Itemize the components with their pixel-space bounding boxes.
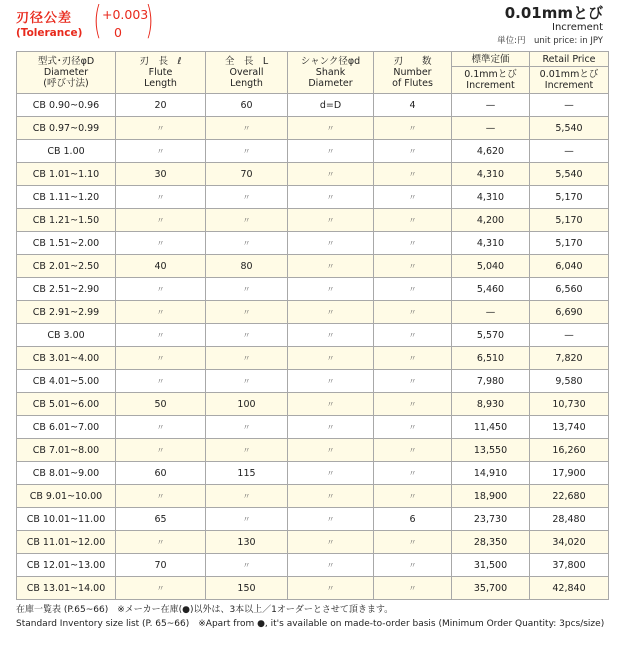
table-row bbox=[17, 462, 609, 485]
table-row bbox=[17, 531, 609, 554]
cell-diameter: CB 1.11~1.20 bbox=[17, 186, 116, 209]
cell-number-of-flutes: 〃 bbox=[374, 347, 452, 370]
cell-overall-length: 〃 bbox=[206, 140, 288, 163]
cell-shank-diameter: 〃 bbox=[288, 416, 374, 439]
cell-number-of-flutes: 〃 bbox=[374, 186, 452, 209]
tolerance-paren-right: ) bbox=[145, 0, 154, 42]
cell-diameter: CB 0.90~0.96 bbox=[17, 94, 116, 117]
cell-price-0-01mm: 6,690 bbox=[530, 301, 609, 324]
header-overall-length-en2: Length bbox=[230, 78, 263, 89]
table-body bbox=[17, 94, 609, 600]
cell-diameter: CB 9.01~10.00 bbox=[17, 485, 116, 508]
cell-number-of-flutes: 〃 bbox=[374, 278, 452, 301]
cell-flute-length: 50 bbox=[116, 393, 206, 416]
tolerance-upper: +0.003 bbox=[102, 7, 149, 22]
cell-number-of-flutes: 〃 bbox=[374, 163, 452, 186]
table-row bbox=[17, 140, 609, 163]
header-price-0-1mm-en: Increment bbox=[466, 80, 515, 91]
cell-flute-length: 〃 bbox=[116, 370, 206, 393]
table-row bbox=[17, 255, 609, 278]
cell-price-0-01mm: — bbox=[530, 324, 609, 347]
cell-price-0-1mm: 8,930 bbox=[452, 393, 530, 416]
cell-shank-diameter: 〃 bbox=[288, 577, 374, 600]
header-diameter-note: (呼び寸法) bbox=[43, 78, 89, 89]
cell-diameter: CB 8.01~9.00 bbox=[17, 462, 116, 485]
cell-diameter: CB 1.21~1.50 bbox=[17, 209, 116, 232]
cell-price-0-01mm: 5,540 bbox=[530, 163, 609, 186]
cell-shank-diameter: 〃 bbox=[288, 462, 374, 485]
cell-overall-length: 115 bbox=[206, 462, 288, 485]
table-row bbox=[17, 485, 609, 508]
cell-flute-length: 20 bbox=[116, 94, 206, 117]
cell-price-0-01mm: 42,840 bbox=[530, 577, 609, 600]
cell-diameter: CB 11.01~12.00 bbox=[17, 531, 116, 554]
footnote-en: Standard Inventory size list (P. 65~66) ※Apart from ●, it's available on made-to-order basis (Minimum Order Quantity: 3pcs/size) bbox=[16, 619, 605, 629]
table-row bbox=[17, 554, 609, 577]
cell-price-0-01mm: 7,820 bbox=[530, 347, 609, 370]
cell-overall-length: 130 bbox=[206, 531, 288, 554]
cell-number-of-flutes: 〃 bbox=[374, 117, 452, 140]
cell-number-of-flutes: 〃 bbox=[374, 140, 452, 163]
cell-price-0-01mm: 17,900 bbox=[530, 462, 609, 485]
cell-flute-length: 70 bbox=[116, 554, 206, 577]
cell-overall-length: 〃 bbox=[206, 301, 288, 324]
cell-overall-length: 70 bbox=[206, 163, 288, 186]
cell-flute-length: 〃 bbox=[116, 278, 206, 301]
header-overall-length bbox=[206, 52, 288, 94]
cell-flute-length: 〃 bbox=[116, 117, 206, 140]
header-flute-length-en2: Length bbox=[144, 78, 177, 89]
cell-overall-length: 〃 bbox=[206, 554, 288, 577]
cell-number-of-flutes: 〃 bbox=[374, 577, 452, 600]
cell-diameter: CB 6.01~7.00 bbox=[17, 416, 116, 439]
cell-overall-length: 〃 bbox=[206, 439, 288, 462]
cell-shank-diameter: d=D bbox=[288, 94, 374, 117]
cell-number-of-flutes: 〃 bbox=[374, 255, 452, 278]
cell-diameter: CB 1.01~1.10 bbox=[17, 163, 116, 186]
cell-diameter: CB 0.97~0.99 bbox=[17, 117, 116, 140]
cell-diameter: CB 10.01~11.00 bbox=[17, 508, 116, 531]
cell-shank-diameter: 〃 bbox=[288, 232, 374, 255]
cell-diameter: CB 2.91~2.99 bbox=[17, 301, 116, 324]
cell-price-0-1mm: 5,570 bbox=[452, 324, 530, 347]
footnote-jp: 在庫一覧表 (P.65~66) ※メーカー在庫(●)以外は、3本以上／1オーダーとさせて頂きます。 bbox=[16, 605, 394, 615]
cell-price-0-1mm: 5,040 bbox=[452, 255, 530, 278]
cell-price-0-1mm: 7,980 bbox=[452, 370, 530, 393]
header-overall-length-en1: Overall bbox=[229, 67, 264, 78]
cell-diameter: CB 12.01~13.00 bbox=[17, 554, 116, 577]
cell-overall-length: 〃 bbox=[206, 232, 288, 255]
cell-price-0-01mm: 37,800 bbox=[530, 554, 609, 577]
cell-diameter: CB 3.01~4.00 bbox=[17, 347, 116, 370]
cell-price-0-1mm: 31,500 bbox=[452, 554, 530, 577]
table-row bbox=[17, 577, 609, 600]
table-row bbox=[17, 163, 609, 186]
cell-flute-length: 〃 bbox=[116, 416, 206, 439]
tolerance-subtitle: (Tolerance) bbox=[16, 27, 83, 39]
table-row bbox=[17, 186, 609, 209]
tolerance-lower: 0 bbox=[114, 25, 122, 40]
cell-flute-length: 40 bbox=[116, 255, 206, 278]
cell-number-of-flutes: 〃 bbox=[374, 416, 452, 439]
cell-shank-diameter: 〃 bbox=[288, 370, 374, 393]
cell-number-of-flutes: 〃 bbox=[374, 209, 452, 232]
cell-diameter: CB 13.01~14.00 bbox=[17, 577, 116, 600]
header-retail-price: Retail Price bbox=[530, 52, 609, 67]
cell-diameter: CB 2.01~2.50 bbox=[17, 255, 116, 278]
increment-title: 0.01mmとび bbox=[504, 4, 603, 22]
table-header bbox=[17, 52, 609, 94]
cell-flute-length: 〃 bbox=[116, 485, 206, 508]
table-row bbox=[17, 117, 609, 140]
cell-number-of-flutes: 〃 bbox=[374, 301, 452, 324]
cell-diameter: CB 4.01~5.00 bbox=[17, 370, 116, 393]
cell-diameter: CB 2.51~2.90 bbox=[17, 278, 116, 301]
header-number-of-flutes-jp: 刃 数 bbox=[393, 56, 432, 67]
header-number-of-flutes-en1: Number bbox=[393, 67, 432, 78]
header-flute-length-en1: Flute bbox=[148, 67, 173, 78]
cell-overall-length: 〃 bbox=[206, 324, 288, 347]
cell-shank-diameter: 〃 bbox=[288, 163, 374, 186]
cell-price-0-01mm: 5,170 bbox=[530, 232, 609, 255]
cell-price-0-01mm: 5,170 bbox=[530, 186, 609, 209]
table-row bbox=[17, 370, 609, 393]
header-price-0-01mm-en: Increment bbox=[544, 80, 594, 91]
cell-number-of-flutes: 4 bbox=[374, 94, 452, 117]
cell-flute-length: 〃 bbox=[116, 347, 206, 370]
table-row bbox=[17, 232, 609, 255]
cell-overall-length: 〃 bbox=[206, 416, 288, 439]
cell-overall-length: 〃 bbox=[206, 209, 288, 232]
cell-price-0-1mm: 23,730 bbox=[452, 508, 530, 531]
header-shank-diameter-jp: シャンク径φd bbox=[300, 56, 361, 67]
cell-shank-diameter: 〃 bbox=[288, 117, 374, 140]
cell-overall-length: 80 bbox=[206, 255, 288, 278]
cell-flute-length: 〃 bbox=[116, 209, 206, 232]
cell-number-of-flutes: 6 bbox=[374, 508, 452, 531]
header-price-0-1mm-jp: 0.1mmとび bbox=[464, 69, 517, 80]
cell-flute-length: 〃 bbox=[116, 324, 206, 347]
cell-number-of-flutes: 〃 bbox=[374, 554, 452, 577]
cell-price-0-01mm: 5,170 bbox=[530, 209, 609, 232]
header-flute-length-jp: 刃 長 ℓ bbox=[139, 56, 182, 67]
cell-shank-diameter: 〃 bbox=[288, 485, 374, 508]
cell-price-0-1mm: 4,310 bbox=[452, 232, 530, 255]
cell-overall-length: 〃 bbox=[206, 485, 288, 508]
cell-shank-diameter: 〃 bbox=[288, 439, 374, 462]
header-price-0-01mm bbox=[530, 67, 609, 94]
header-diameter bbox=[17, 52, 116, 94]
cell-price-0-01mm: 22,680 bbox=[530, 485, 609, 508]
table-row bbox=[17, 416, 609, 439]
cell-diameter: CB 5.01~6.00 bbox=[17, 393, 116, 416]
table-row bbox=[17, 439, 609, 462]
cell-number-of-flutes: 〃 bbox=[374, 393, 452, 416]
cell-flute-length: 〃 bbox=[116, 439, 206, 462]
cell-price-0-1mm: 18,900 bbox=[452, 485, 530, 508]
table-row bbox=[17, 393, 609, 416]
tolerance-block bbox=[16, 0, 176, 50]
cell-shank-diameter: 〃 bbox=[288, 255, 374, 278]
cell-overall-length: 150 bbox=[206, 577, 288, 600]
cell-price-0-01mm: 28,480 bbox=[530, 508, 609, 531]
cell-price-0-1mm: 14,910 bbox=[452, 462, 530, 485]
cell-number-of-flutes: 〃 bbox=[374, 324, 452, 347]
cell-shank-diameter: 〃 bbox=[288, 301, 374, 324]
unit-price-note: 単位:円 unit price: in JPY bbox=[497, 36, 603, 46]
cell-number-of-flutes: 〃 bbox=[374, 485, 452, 508]
cell-price-0-1mm: 4,310 bbox=[452, 186, 530, 209]
price-table bbox=[16, 51, 609, 600]
cell-shank-diameter: 〃 bbox=[288, 347, 374, 370]
cell-overall-length: 〃 bbox=[206, 117, 288, 140]
table-row bbox=[17, 508, 609, 531]
cell-overall-length: 〃 bbox=[206, 347, 288, 370]
table-row bbox=[17, 209, 609, 232]
cell-price-0-1mm: 6,510 bbox=[452, 347, 530, 370]
header-standard-price: 標準定価 bbox=[452, 52, 530, 67]
cell-shank-diameter: 〃 bbox=[288, 140, 374, 163]
cell-price-0-1mm: 28,350 bbox=[452, 531, 530, 554]
cell-flute-length: 〃 bbox=[116, 531, 206, 554]
cell-overall-length: 〃 bbox=[206, 508, 288, 531]
cell-flute-length: 30 bbox=[116, 163, 206, 186]
cell-shank-diameter: 〃 bbox=[288, 508, 374, 531]
cell-price-0-01mm: — bbox=[530, 94, 609, 117]
cell-shank-diameter: 〃 bbox=[288, 278, 374, 301]
header-flute-length bbox=[116, 52, 206, 94]
cell-overall-length: 〃 bbox=[206, 186, 288, 209]
cell-diameter: CB 7.01~8.00 bbox=[17, 439, 116, 462]
header-price-0-01mm-jp: 0.01mmとび bbox=[539, 69, 599, 80]
cell-price-0-01mm: 34,020 bbox=[530, 531, 609, 554]
header-shank-diameter-en2: Diameter bbox=[308, 78, 353, 89]
cell-price-0-1mm: 35,700 bbox=[452, 577, 530, 600]
cell-price-0-1mm: 5,460 bbox=[452, 278, 530, 301]
cell-price-0-1mm: 13,550 bbox=[452, 439, 530, 462]
header-diameter-jp: 型式･刃径φD bbox=[37, 56, 95, 67]
cell-overall-length: 100 bbox=[206, 393, 288, 416]
cell-diameter: CB 3.00 bbox=[17, 324, 116, 347]
header-number-of-flutes-en2: of Flutes bbox=[392, 78, 433, 89]
cell-flute-length: 65 bbox=[116, 508, 206, 531]
table-row bbox=[17, 301, 609, 324]
header-number-of-flutes bbox=[374, 52, 452, 94]
cell-overall-length: 〃 bbox=[206, 370, 288, 393]
cell-price-0-1mm: 4,620 bbox=[452, 140, 530, 163]
header-overall-length-jp: 全 長 L bbox=[224, 56, 269, 67]
increment-block bbox=[497, 4, 603, 47]
cell-flute-length: 〃 bbox=[116, 301, 206, 324]
cell-shank-diameter: 〃 bbox=[288, 531, 374, 554]
cell-price-0-01mm: 5,540 bbox=[530, 117, 609, 140]
cell-price-0-01mm: 6,040 bbox=[530, 255, 609, 278]
tolerance-title: 刃径公差 bbox=[16, 11, 73, 26]
tolerance-paren-left: ( bbox=[93, 0, 102, 42]
cell-price-0-01mm: 13,740 bbox=[530, 416, 609, 439]
cell-number-of-flutes: 〃 bbox=[374, 462, 452, 485]
header-price-0-1mm bbox=[452, 67, 530, 94]
cell-price-0-1mm: 11,450 bbox=[452, 416, 530, 439]
cell-shank-diameter: 〃 bbox=[288, 554, 374, 577]
header-shank-diameter bbox=[288, 52, 374, 94]
cell-flute-length: 〃 bbox=[116, 186, 206, 209]
table-row bbox=[17, 347, 609, 370]
cell-price-0-1mm: — bbox=[452, 301, 530, 324]
cell-overall-length: 〃 bbox=[206, 278, 288, 301]
cell-price-0-1mm: — bbox=[452, 94, 530, 117]
cell-price-0-1mm: — bbox=[452, 117, 530, 140]
table-row bbox=[17, 324, 609, 347]
table-row bbox=[17, 94, 609, 117]
header-diameter-en: Diameter bbox=[43, 67, 89, 78]
cell-price-0-01mm: — bbox=[530, 140, 609, 163]
cell-number-of-flutes: 〃 bbox=[374, 232, 452, 255]
increment-subtitle: Increment bbox=[552, 22, 603, 33]
cell-shank-diameter: 〃 bbox=[288, 393, 374, 416]
cell-diameter: CB 1.51~2.00 bbox=[17, 232, 116, 255]
cell-number-of-flutes: 〃 bbox=[374, 531, 452, 554]
cell-price-0-01mm: 10,730 bbox=[530, 393, 609, 416]
cell-diameter: CB 1.00 bbox=[17, 140, 116, 163]
cell-price-0-01mm: 16,260 bbox=[530, 439, 609, 462]
cell-number-of-flutes: 〃 bbox=[374, 439, 452, 462]
cell-flute-length: 〃 bbox=[116, 577, 206, 600]
cell-price-0-01mm: 9,580 bbox=[530, 370, 609, 393]
cell-price-0-1mm: 4,200 bbox=[452, 209, 530, 232]
footnotes bbox=[16, 603, 604, 631]
cell-price-0-01mm: 6,560 bbox=[530, 278, 609, 301]
cell-flute-length: 60 bbox=[116, 462, 206, 485]
cell-flute-length: 〃 bbox=[116, 232, 206, 255]
header-shank-diameter-en1: Shank bbox=[315, 67, 346, 78]
cell-shank-diameter: 〃 bbox=[288, 209, 374, 232]
cell-number-of-flutes: 〃 bbox=[374, 370, 452, 393]
cell-price-0-1mm: 4,310 bbox=[452, 163, 530, 186]
cell-flute-length: 〃 bbox=[116, 140, 206, 163]
cell-overall-length: 60 bbox=[206, 94, 288, 117]
cell-shank-diameter: 〃 bbox=[288, 324, 374, 347]
table-row bbox=[17, 278, 609, 301]
cell-shank-diameter: 〃 bbox=[288, 186, 374, 209]
